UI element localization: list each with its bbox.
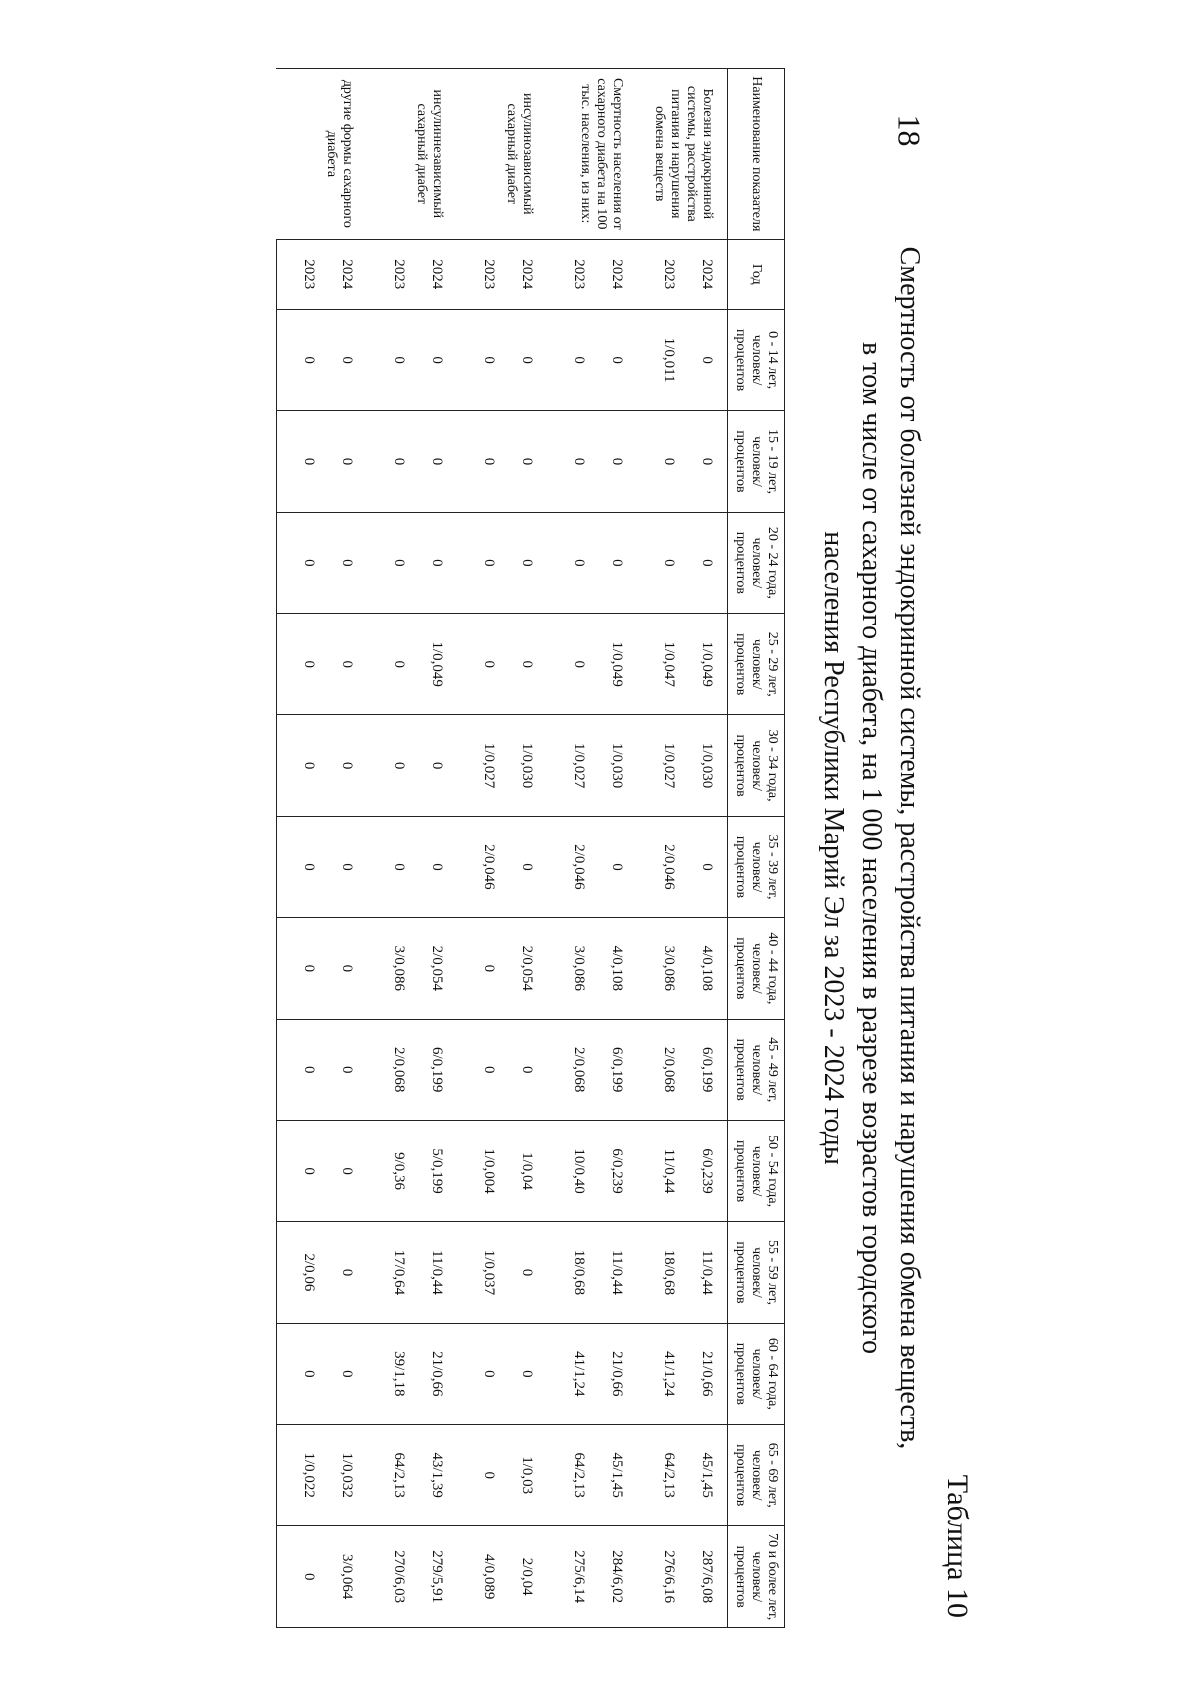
value-cell: 1/0,049 xyxy=(683,614,728,715)
value-cell: 0 xyxy=(277,918,324,1019)
mortality-table xyxy=(276,68,785,1628)
table-row xyxy=(457,69,503,1628)
value-cell: 0 xyxy=(413,816,457,917)
value-cell: 0 xyxy=(367,512,413,613)
value-cell: 1/0,011 xyxy=(637,309,683,410)
value-cell: 0 xyxy=(323,1019,367,1120)
header-age-30-34: 30 - 34 года, человек/ процентов xyxy=(728,715,785,816)
value-cell: 3/0,064 xyxy=(323,1526,367,1628)
value-cell: 0 xyxy=(277,614,324,715)
value-cell: 0 xyxy=(503,411,547,512)
table-row xyxy=(413,69,457,1628)
header-age-65-69: 65 - 69 лет, человек/ процентов xyxy=(728,1425,785,1526)
indicator-name: Болезни эндокринной системы, расстройства питания и нарушения обмена веществ xyxy=(637,69,728,240)
value-cell: 17/0,64 xyxy=(367,1222,413,1323)
value-cell: 3/0,086 xyxy=(367,918,413,1019)
value-cell: 6/0,199 xyxy=(683,1019,728,1120)
value-cell: 0 xyxy=(547,512,593,613)
value-cell: 2/0,068 xyxy=(637,1019,683,1120)
value-cell: 0 xyxy=(323,411,367,512)
value-cell: 279/5,91 xyxy=(413,1526,457,1628)
value-cell: 0 xyxy=(277,1323,324,1424)
value-cell: 18/0,68 xyxy=(637,1222,683,1323)
rotated-page-content xyxy=(220,68,980,1628)
value-cell: 1/0,027 xyxy=(457,715,503,816)
value-cell: 0 xyxy=(413,309,457,410)
year-cell: 2024 xyxy=(593,239,637,309)
table-body xyxy=(277,69,728,1628)
value-cell: 0 xyxy=(503,1019,547,1120)
year-cell: 2023 xyxy=(277,239,324,309)
value-cell: 0 xyxy=(323,918,367,1019)
value-cell: 284/6,02 xyxy=(593,1526,637,1628)
value-cell: 0 xyxy=(277,512,324,613)
value-cell: 0 xyxy=(457,1323,503,1424)
value-cell: 21/0,66 xyxy=(593,1323,637,1424)
value-cell: 1/0,027 xyxy=(547,715,593,816)
value-cell: 64/2,13 xyxy=(637,1425,683,1526)
value-cell: 275/6,14 xyxy=(547,1526,593,1628)
header-age-50-54: 50 - 54 года, человек/ процентов xyxy=(728,1120,785,1221)
value-cell: 0 xyxy=(457,411,503,512)
value-cell: 0 xyxy=(547,411,593,512)
value-cell: 41/1,24 xyxy=(637,1323,683,1424)
value-cell: 0 xyxy=(683,309,728,410)
value-cell: 0 xyxy=(457,918,503,1019)
value-cell: 0 xyxy=(503,512,547,613)
year-cell: 2023 xyxy=(637,239,683,309)
value-cell: 1/0,030 xyxy=(683,715,728,816)
value-cell: 0 xyxy=(323,614,367,715)
header-name: Наименование показателя xyxy=(728,69,785,240)
value-cell: 0 xyxy=(277,411,324,512)
year-cell: 2024 xyxy=(683,239,728,309)
value-cell: 0 xyxy=(323,309,367,410)
table-row xyxy=(683,69,728,1628)
year-cell: 2024 xyxy=(413,239,457,309)
value-cell: 4/0,108 xyxy=(593,918,637,1019)
value-cell: 1/0,04 xyxy=(503,1120,547,1221)
year-cell: 2023 xyxy=(457,239,503,309)
header-age-40-44: 40 - 44 года, человек/ процентов xyxy=(728,918,785,1019)
value-cell: 1/0,030 xyxy=(503,715,547,816)
value-cell: 1/0,032 xyxy=(323,1425,367,1526)
value-cell: 43/1,39 xyxy=(413,1425,457,1526)
value-cell: 21/0,66 xyxy=(413,1323,457,1424)
indicator-name: другие формы сахарного диабета xyxy=(277,69,368,240)
title-line: Смертность от болезней эндокринной системы, расстройства питания и нарушения обмена веществ, xyxy=(894,246,925,1450)
value-cell: 0 xyxy=(323,715,367,816)
value-cell: 4/0,108 xyxy=(683,918,728,1019)
value-cell: 0 xyxy=(593,816,637,917)
value-cell: 0 xyxy=(503,614,547,715)
header-age-70-plus: 70 и более лет, человек/ процентов xyxy=(728,1526,785,1628)
value-cell: 9/0,36 xyxy=(367,1120,413,1221)
value-cell: 64/2,13 xyxy=(367,1425,413,1526)
value-cell: 10/0,40 xyxy=(547,1120,593,1221)
value-cell: 41/1,24 xyxy=(547,1323,593,1424)
value-cell: 0 xyxy=(637,512,683,613)
value-cell: 0 xyxy=(457,1425,503,1526)
value-cell: 0 xyxy=(367,816,413,917)
value-cell: 0 xyxy=(323,816,367,917)
value-cell: 0 xyxy=(413,715,457,816)
value-cell: 0 xyxy=(457,1019,503,1120)
value-cell: 1/0,022 xyxy=(277,1425,324,1526)
value-cell: 6/0,239 xyxy=(593,1120,637,1221)
value-cell: 0 xyxy=(547,614,593,715)
value-cell: 0 xyxy=(367,715,413,816)
header-age-0-14: 0 - 14 лет, человек/ процентов xyxy=(728,309,785,410)
value-cell: 287/6,08 xyxy=(683,1526,728,1628)
value-cell: 2/0,04 xyxy=(503,1526,547,1628)
value-cell: 0 xyxy=(457,614,503,715)
table-row xyxy=(367,69,413,1628)
value-cell: 11/0,44 xyxy=(683,1222,728,1323)
value-cell: 0 xyxy=(277,816,324,917)
value-cell: 0 xyxy=(323,1222,367,1323)
value-cell: 0 xyxy=(503,1323,547,1424)
title-line: в том числе от сахарного диабета, на 1 000 населения в разрезе возрастов городского xyxy=(856,342,887,1354)
value-cell: 0 xyxy=(413,512,457,613)
table-row xyxy=(503,69,547,1628)
header-age-25-29: 25 - 29 лет, человек/ процентов xyxy=(728,614,785,715)
header-year: Год xyxy=(728,239,785,309)
value-cell: 1/0,049 xyxy=(593,614,637,715)
header-row xyxy=(728,69,785,1628)
title-line: населения Республики Марий Эл за 2023 - 2024 годы xyxy=(818,531,849,1165)
value-cell: 11/0,44 xyxy=(637,1120,683,1221)
header-age-35-39: 35 - 39 лет, человек/ процентов xyxy=(728,816,785,917)
table-row xyxy=(323,69,367,1628)
value-cell: 2/0,054 xyxy=(503,918,547,1019)
value-cell: 1/0,027 xyxy=(637,715,683,816)
header-age-45-49: 45 - 49 лет, человек/ процентов xyxy=(728,1019,785,1120)
value-cell: 0 xyxy=(323,1323,367,1424)
value-cell: 0 xyxy=(277,715,324,816)
value-cell: 276/6,16 xyxy=(637,1526,683,1628)
value-cell: 2/0,054 xyxy=(413,918,457,1019)
page-number: 18 xyxy=(891,114,928,147)
header-age-55-59: 55 - 59 лет, человек/ процентов xyxy=(728,1222,785,1323)
value-cell: 2/0,046 xyxy=(637,816,683,917)
value-cell: 0 xyxy=(413,411,457,512)
value-cell: 0 xyxy=(457,512,503,613)
value-cell: 0 xyxy=(683,512,728,613)
value-cell: 2/0,068 xyxy=(547,1019,593,1120)
value-cell: 1/0,047 xyxy=(637,614,683,715)
value-cell: 64/2,13 xyxy=(547,1425,593,1526)
table-label: Таблица 10 xyxy=(941,1474,974,1618)
indicator-name: инсулинозависимый сахарный диабет xyxy=(457,69,547,240)
header-age-20-24: 20 - 24 года, человек/ процентов xyxy=(728,512,785,613)
year-cell: 2024 xyxy=(323,239,367,309)
indicator-name: Смертность населения от сахарного диабета на 100 тыс. населения, из них: xyxy=(547,69,637,240)
value-cell: 6/0,239 xyxy=(683,1120,728,1221)
table-row xyxy=(547,69,593,1628)
value-cell: 0 xyxy=(503,816,547,917)
value-cell: 1/0,049 xyxy=(413,614,457,715)
value-cell: 18/0,68 xyxy=(547,1222,593,1323)
header-age-15-19: 15 - 19 лет, человек/ процентов xyxy=(728,411,785,512)
value-cell: 0 xyxy=(593,512,637,613)
value-cell: 3/0,086 xyxy=(637,918,683,1019)
value-cell: 1/0,037 xyxy=(457,1222,503,1323)
value-cell: 0 xyxy=(323,512,367,613)
value-cell: 39/1,18 xyxy=(367,1323,413,1424)
value-cell: 0 xyxy=(637,411,683,512)
value-cell: 0 xyxy=(547,309,593,410)
table-row xyxy=(593,69,637,1628)
value-cell: 0 xyxy=(503,1222,547,1323)
year-cell: 2023 xyxy=(547,239,593,309)
value-cell: 0 xyxy=(593,411,637,512)
value-cell: 0 xyxy=(323,1120,367,1221)
value-cell: 0 xyxy=(367,309,413,410)
value-cell: 2/0,046 xyxy=(457,816,503,917)
value-cell: 4/0,089 xyxy=(457,1526,503,1628)
value-cell: 0 xyxy=(277,309,324,410)
value-cell: 0 xyxy=(367,614,413,715)
value-cell: 0 xyxy=(457,309,503,410)
value-cell: 0 xyxy=(367,411,413,512)
value-cell: 11/0,44 xyxy=(413,1222,457,1323)
value-cell: 0 xyxy=(683,411,728,512)
value-cell: 6/0,199 xyxy=(413,1019,457,1120)
table-row xyxy=(637,69,683,1628)
value-cell: 45/1,45 xyxy=(683,1425,728,1526)
value-cell: 270/6,03 xyxy=(367,1526,413,1628)
indicator-name: инсулиннезависимый сахарный диабет xyxy=(367,69,457,240)
value-cell: 1/0,004 xyxy=(457,1120,503,1221)
value-cell: 3/0,086 xyxy=(547,918,593,1019)
value-cell: 0 xyxy=(277,1120,324,1221)
value-cell: 0 xyxy=(593,309,637,410)
value-cell: 0 xyxy=(277,1526,324,1628)
table-row xyxy=(277,69,324,1628)
value-cell: 45/1,45 xyxy=(593,1425,637,1526)
value-cell: 0 xyxy=(683,816,728,917)
year-cell: 2023 xyxy=(367,239,413,309)
value-cell: 21/0,66 xyxy=(683,1323,728,1424)
value-cell: 1/0,03 xyxy=(503,1425,547,1526)
header-age-60-64: 60 - 64 года, человек/ процентов xyxy=(728,1323,785,1424)
value-cell: 2/0,068 xyxy=(367,1019,413,1120)
value-cell: 1/0,030 xyxy=(593,715,637,816)
value-cell: 11/0,44 xyxy=(593,1222,637,1323)
value-cell: 0 xyxy=(503,309,547,410)
value-cell: 0 xyxy=(277,1019,324,1120)
year-cell: 2024 xyxy=(503,239,547,309)
value-cell: 5/0,199 xyxy=(413,1120,457,1221)
value-cell: 2/0,046 xyxy=(547,816,593,917)
value-cell: 2/0,06 xyxy=(277,1222,324,1323)
table-title xyxy=(814,128,928,1568)
value-cell: 6/0,199 xyxy=(593,1019,637,1120)
